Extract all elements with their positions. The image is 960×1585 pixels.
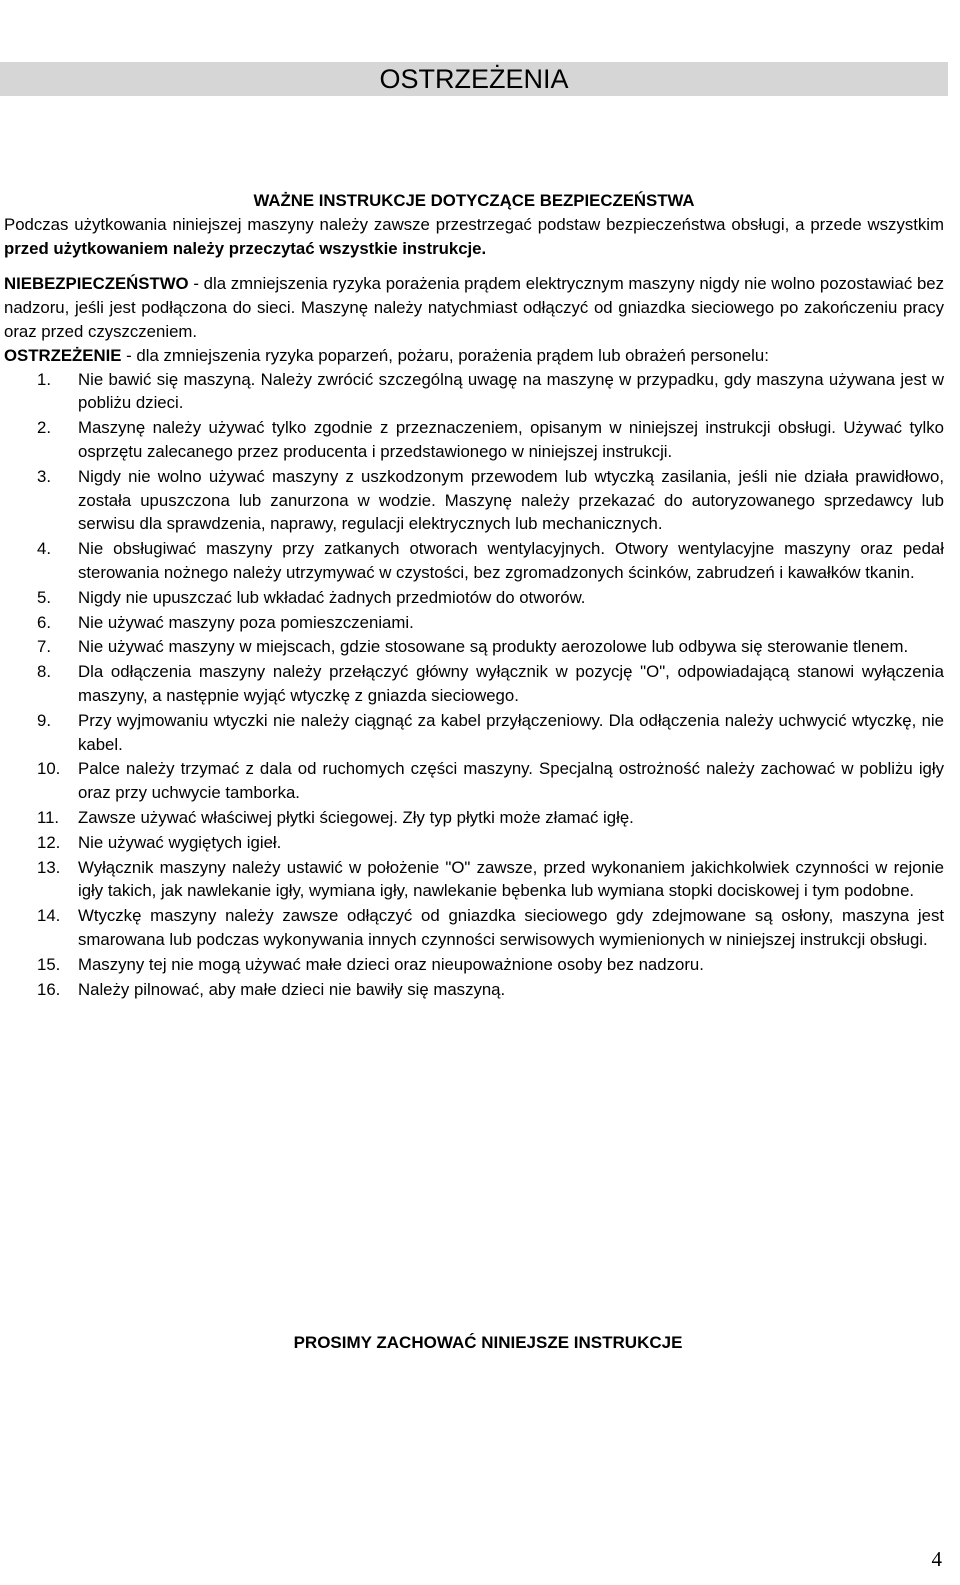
- list-item-text: Nie używać maszyny w miejscach, gdzie stosowane są produkty aerozolowe lub odbywa się sterowanie tlenem.: [78, 637, 909, 657]
- list-item: [4, 806, 944, 830]
- list-item-text: Maszyny tej nie mogą używać małe dzieci oraz nieupoważnione osoby bez nadzoru.: [78, 954, 704, 974]
- list-item: [4, 831, 944, 855]
- page-title: OSTRZEŻENIA: [379, 64, 569, 94]
- list-item-number: 16.: [37, 979, 61, 999]
- danger-label: NIEBEZPIECZEŃSTWO: [4, 274, 189, 294]
- list-item-text: Nie używać wygiętych igieł.: [78, 832, 282, 852]
- list-item-number: 12.: [37, 832, 61, 852]
- warning-label: OSTRZEŻENIE: [4, 345, 122, 365]
- list-item-text: Nie obsługiwać maszyny przy zatkanych otworach wentylacyjnych. Otwory wentylacyjne maszyny oraz pedał sterowania nożnego należy utrzymywać w czystości, bez zgromadzonych ścinków, zabrudzeń i kawałków tkanin.: [78, 539, 944, 582]
- section-title: WAŻNE INSTRUKCJE DOTYCZĄCE BEZPIECZEŃSTWA: [253, 191, 695, 210]
- closing-note: PROSIMY ZACHOWAĆ NINIEJSZE INSTRUKCJE: [293, 1333, 683, 1352]
- list-item-text: Palce należy trzymać z dala od ruchomych części maszyny. Specjalną ostrożność należy zachować w pobliżu igły oraz przy uchwycie tamborka.: [78, 759, 944, 803]
- list-item: [4, 660, 944, 708]
- list-item-text: Nie używać maszyny poza pomieszczeniami.: [78, 612, 414, 632]
- list-item-number: 11.: [37, 807, 60, 827]
- list-item: [4, 757, 944, 805]
- document-body: [4, 189, 944, 1002]
- list-item: [4, 978, 944, 1002]
- list-item: [4, 953, 944, 977]
- list-item: [4, 416, 944, 464]
- list-item-text: Dla odłączenia maszyny należy przełączyć główny wyłącznik w pozycję "O", odpowiadającą stanowi wyłączenia maszyny, a następnie wyjąć wtyczkę z gniazda sieciowego.: [78, 662, 944, 705]
- list-item-number: 6.: [37, 612, 51, 632]
- warning-text: - dla zmniejszenia ryzyka poparzeń, pożaru, porażenia prądem lub obrażeń personelu:: [121, 345, 769, 365]
- list-item-number: 3.: [37, 466, 51, 486]
- list-item: [4, 635, 944, 659]
- list-item: [4, 611, 944, 635]
- list-item: [4, 465, 944, 536]
- list-item-text: Zawsze używać właściwej płytki ściegowej. Zły typ płytki może złamać igłę.: [78, 807, 634, 827]
- list-item: [4, 709, 944, 757]
- danger-paragraph: [4, 272, 944, 343]
- list-item-text: Nigdy nie upuszczać lub wkładać żadnych przedmiotów do otworów.: [78, 587, 586, 607]
- intro-paragraph: [4, 213, 944, 261]
- list-item-number: 7.: [37, 637, 51, 657]
- list-item-number: 4.: [37, 539, 51, 559]
- list-item-text: Maszynę należy używać tylko zgodnie z przeznaczeniem, opisanym w niniejszej instrukcji obsługi. Używać tylko osprzętu zalecanego przez producenta i przedstawionego w niniejszej instrukcji.: [78, 418, 944, 461]
- list-item: [4, 856, 944, 904]
- list-item-text: Wtyczkę maszyny należy zawsze odłączyć od gniazdka sieciowego gdy zdejmowane są osłony, maszyna jest smarowana lub podczas wykonywania innych czynności serwisowych wymienionych w niniejszej instrukcji obsługi.: [78, 906, 944, 949]
- list-item-number: 9.: [37, 710, 51, 730]
- list-item-text: Należy pilnować, aby małe dzieci nie bawiły się maszyną.: [78, 979, 506, 999]
- list-item-number: 10.: [37, 759, 61, 779]
- intro-text: Podczas użytkowania niniejszej maszyny należy zawsze przestrzegać podstaw bezpieczeństwa obsługi, a przede wszystkim: [4, 214, 944, 234]
- list-item: [4, 904, 944, 952]
- list-item-number: 8.: [37, 662, 51, 682]
- danger-text: - dla zmniejszenia ryzyka porażenia prądem elektrycznym maszyny nigdy nie wolno pozostawiać bez nadzoru, jeśli jest podłączona do sieci. Maszynę należy natychmiast odłączyć od gniazdka sieciowego po zakończeniu pracy oraz przed czyszczeniem.: [4, 274, 944, 341]
- list-item-text: Przy wyjmowaniu wtyczki nie należy ciągnąć za kabel przyłączeniowy. Dla odłączenia należy uchwycić wtyczkę, nie kabel.: [78, 710, 944, 754]
- list-item-number: 5.: [37, 587, 51, 607]
- list-item-number: 15.: [37, 954, 61, 974]
- warning-paragraph: [4, 344, 944, 368]
- list-item: [4, 537, 944, 585]
- list-item-number: 1.: [37, 369, 51, 389]
- list-item-number: 2.: [37, 418, 51, 438]
- list-item-text: Nigdy nie wolno używać maszyny z uszkodzonym przewodem lub wtyczką zasilania, jeśli nie działa prawidłowo, została upuszczona lub zanurzona w wodzie. Maszynę należy przekazać do autoryzowanego sprzedawcy lub serwisu dla sprawdzenia, naprawy, regulacji elektrycznych lub mechanicznych.: [78, 466, 944, 534]
- page-number: 4: [931, 1547, 942, 1571]
- list-item: [4, 368, 944, 416]
- list-item-number: 14.: [37, 906, 61, 926]
- list-item-number: 13.: [37, 857, 61, 877]
- list-item-text: Wyłącznik maszyny należy ustawić w położenie "O" zawsze, przed wykonaniem jakichkolwiek czynności w rejonie igły takich, jak nawlekanie igły, wymiana igły, nawlekanie bębenka lub wymiana stopki dociskowej i tym podobne.: [78, 857, 944, 901]
- list-item: [4, 586, 944, 610]
- list-item-text: Nie bawić się maszyną. Należy zwrócić szczególną uwagę na maszynę w przypadku, gdy maszyna używana jest w pobliżu dzieci.: [78, 369, 944, 413]
- intro-bold-text: przed użytkowaniem należy przeczytać wszystkie instrukcje.: [4, 238, 487, 258]
- safety-list: [4, 368, 944, 1002]
